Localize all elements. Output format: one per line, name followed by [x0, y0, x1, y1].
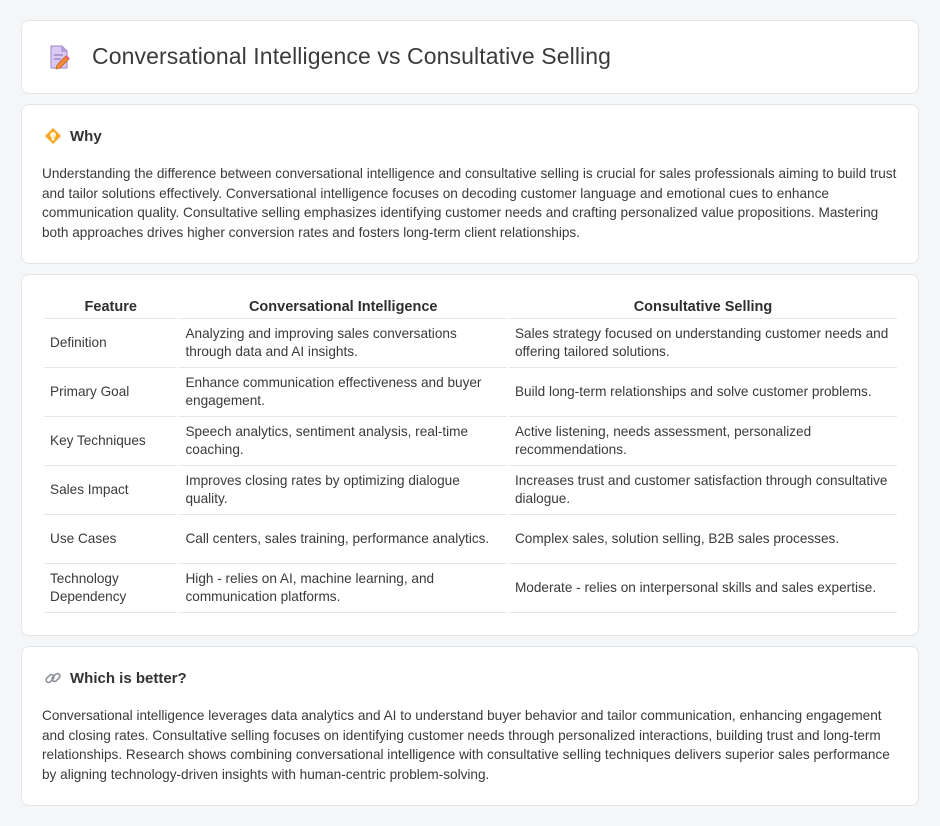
- comparison-table: [42, 295, 899, 613]
- why-heading: [44, 127, 102, 145]
- table-row: [44, 368, 897, 417]
- why-section: [21, 104, 919, 264]
- conversational-cell: Speech analytics, sentiment analysis, real-time coaching.: [179, 417, 506, 466]
- consultative-cell: Complex sales, solution selling, B2B sales processes.: [509, 515, 897, 564]
- feature-cell: Key Techniques: [44, 417, 177, 466]
- conversational-cell: Improves closing rates by optimizing dialogue quality.: [179, 466, 506, 515]
- why-title: Why: [70, 127, 102, 145]
- title-row: [46, 43, 611, 70]
- conversational-cell: Call centers, sales training, performance analytics.: [179, 515, 506, 564]
- feature-cell: Definition: [44, 319, 177, 368]
- feature-cell: Primary Goal: [44, 368, 177, 417]
- comparison-section: [21, 274, 919, 636]
- header-feature: Feature: [44, 295, 177, 319]
- lightbulb-diamond-icon: [44, 127, 62, 145]
- header-consultative-selling: Consultative Selling: [509, 295, 897, 319]
- conversational-cell: High - relies on AI, machine learning, and communication platforms.: [179, 564, 506, 613]
- better-title: Which is better?: [70, 669, 187, 687]
- header-card: [21, 20, 919, 94]
- table-row: [44, 319, 897, 368]
- consultative-cell: Sales strategy focused on understanding customer needs and offering tailored solutions.: [509, 319, 897, 368]
- better-body: Conversational intelligence leverages data analytics and AI to understand buyer behavior and tailor communication, enhancing engagement and closing rates. Consultative selling focuses on identifying customer needs through personalized interactions, building trust and long-term relationships. Research shows combining conversational intelligence with consultative selling techniques delivers superior sales performance by aligning technology-driven insights with human-centric problem-solving.: [42, 708, 890, 782]
- table-row: [44, 466, 897, 515]
- feature-cell: Use Cases: [44, 515, 177, 564]
- feature-cell: Technology Dependency: [44, 564, 177, 613]
- page-title: Conversational Intelligence vs Consultative Selling: [92, 43, 612, 69]
- which-is-better-section: [21, 646, 919, 806]
- table-row: [44, 564, 897, 613]
- table-row: [44, 417, 897, 466]
- link-icon: [44, 669, 62, 687]
- header-conversational-intelligence: Conversational Intelligence: [179, 295, 506, 319]
- better-heading: [44, 669, 187, 687]
- consultative-cell: Increases trust and customer satisfaction through consultative dialogue.: [509, 466, 897, 515]
- consultative-cell: Moderate - relies on interpersonal skills and sales expertise.: [509, 564, 897, 613]
- table-row: [44, 515, 897, 564]
- consultative-cell: Build long-term relationships and solve customer problems.: [509, 368, 897, 417]
- table-header-row: [44, 295, 897, 319]
- consultative-cell: Active listening, needs assessment, personalized recommendations.: [509, 417, 897, 466]
- conversational-cell: Enhance communication effectiveness and buyer engagement.: [179, 368, 506, 417]
- document-pencil-icon: [46, 44, 72, 70]
- why-body: Understanding the difference between conversational intelligence and consultative selling is crucial for sales professionals aiming to build trust and tailor solutions effectively. Conversational intelligence focuses on decoding customer language and emotional cues to enhance communication quality. Consultative selling emphasizes identifying customer needs and crafting personalized value propositions. Mastering both approaches drives higher conversion rates and fosters long-term client relationships.: [42, 166, 897, 240]
- feature-cell: Sales Impact: [44, 466, 177, 515]
- conversational-cell: Analyzing and improving sales conversations through data and AI insights.: [179, 319, 506, 368]
